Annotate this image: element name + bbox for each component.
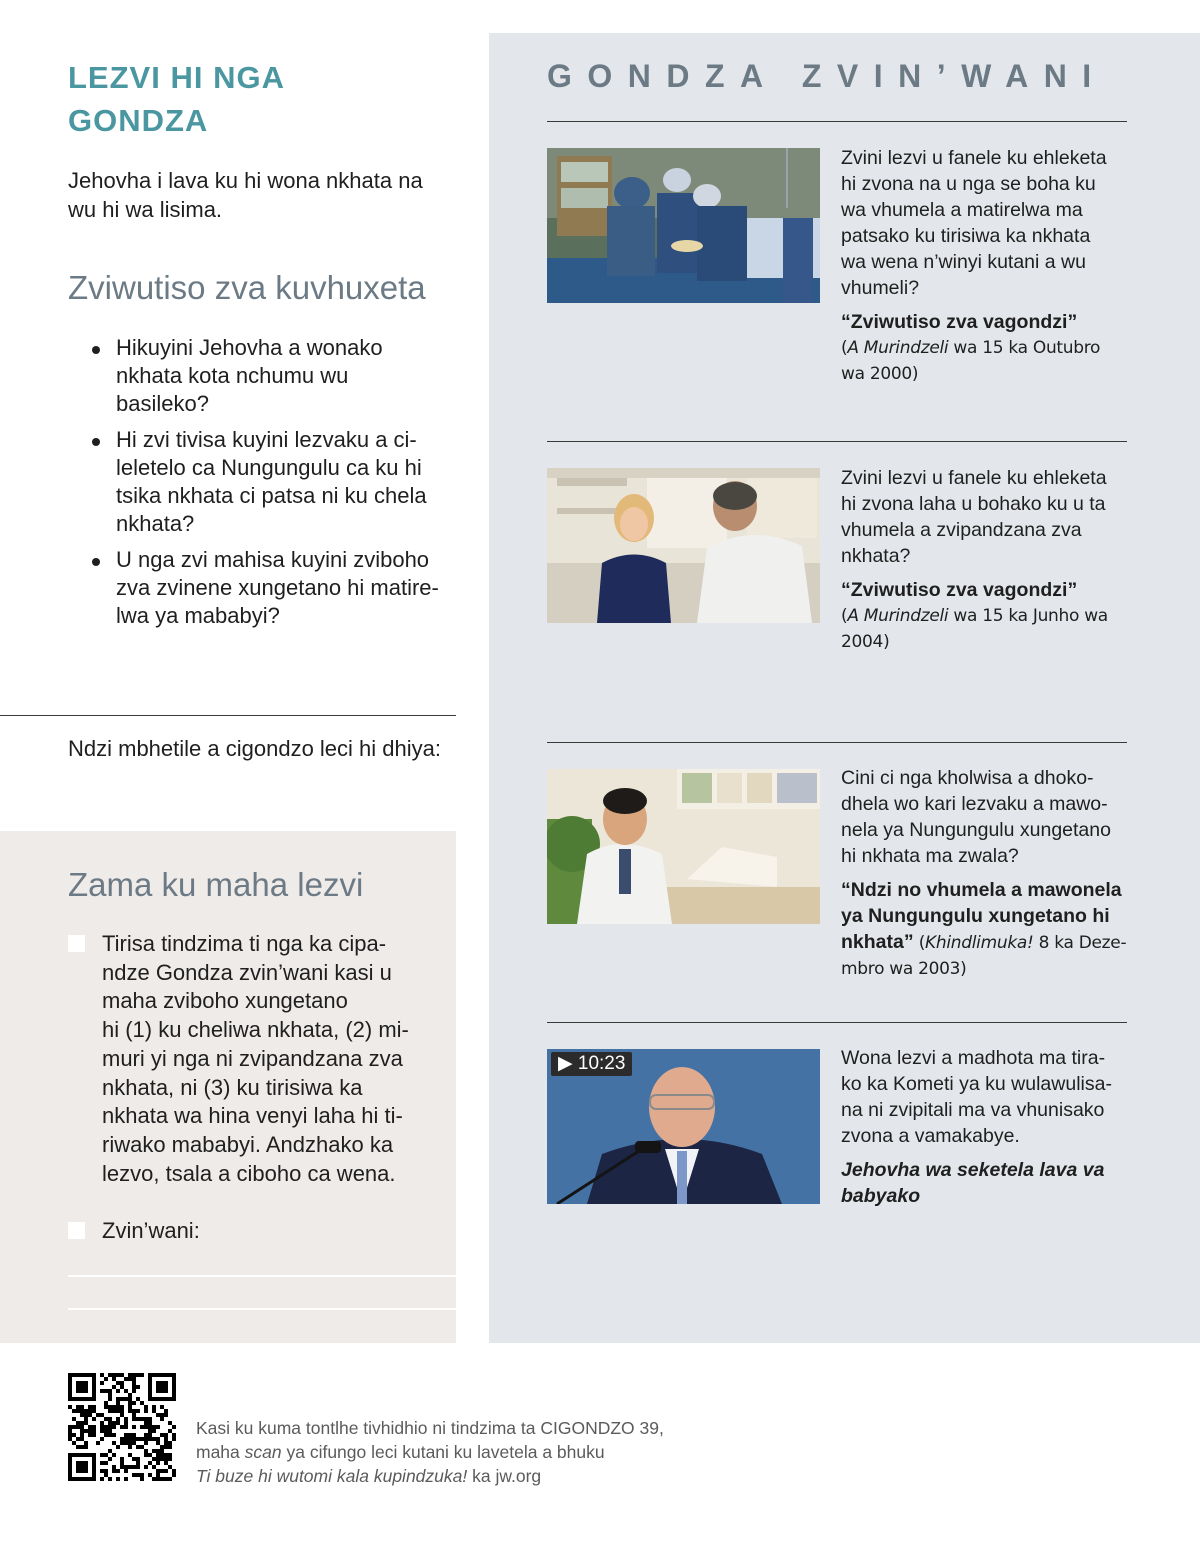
video-link[interactable]: Jehovha wa seketela lava va babyako [841,1159,1105,1207]
other-checkbox-item: Zvin’wani: [68,1217,438,1246]
smiling-doctor-photo[interactable] [547,769,820,924]
video-thumbnail[interactable] [547,1049,820,1204]
review-questions-list [92,334,458,630]
book-link[interactable]: Ti buze hi wutomi kala kupindzuka! [196,1466,468,1486]
resource-entry: Zvini lezvi u fanele ku ehleketa hi zvona na u nga se boha ku wa vhumela a matirelwa ma patsako ku tirisiwa ka nkhata wa wena n’winyi kutani a wu vhumeli? “Zviwutiso zva vagondzi” (A Murindzeli wa 15 ka Outubro wa 2000) [841,145,1131,387]
divider [547,121,1127,122]
checkbox[interactable] [68,1222,85,1239]
task-checkbox-item: Tirisa tindzima ti nga ka cipa- ndze Gondza zvin’wani kasi u maha zviboho xungetano hi (1) ku cheliwa nkhata, (2) mi- muri yi nga ni zvipandzana zva nkhata, ni (3) ku tirisiwa ka nkhata wa hina venyi laha hi ti- riwako mababyi. Andzhako ka lezvo, tsala a ciboho ca wena. [68,930,438,1188]
divider [547,1022,1127,1023]
bullet-icon [92,346,100,354]
list-item: Hi zvi tivisa kuyini lezvaku a ci- leletelo ca Nungungulu ca ku hi tsika nkhata ci patsa ni ku chela nkhata? [92,426,458,538]
lesson-summary [68,56,458,638]
list-item: Hikuyini Jehovha a wonako nkhata kota nchumu wu basileko? [92,334,458,418]
try-this-title: Zama ku maha lezvi [68,866,364,903]
list-item: U nga zvi mahisa kuyini zviboho zva zvinene xungetano hi matire- lwa ya mababyi? [92,546,458,630]
article-source: nkhata” (Khindlimuka! 8 ka Deze- [841,931,1127,953]
doctor-consultation-photo[interactable] [547,468,820,623]
summary-heading: LEZVI HI NGA GONDZA [68,60,285,138]
doctor-image [547,769,820,924]
write-line [68,1308,456,1310]
write-line [68,1275,456,1277]
resource-entry: Cini ci nga kholwisa a dhoko- dhela wo kari lezvaku a mawo- nela ya Nungungulu xungetano hi nkhata ma zwala? “Ndzi no vhumela a mawonela ya Nungungulu xungetano hi nkhata” (Khindlimuka! 8 ka Deze- mbro wa 2003) [841,765,1131,982]
article-link[interactable]: “Zviwutiso zva vagondzi” [841,311,1078,333]
surgery-photo[interactable] [547,148,820,303]
article-link[interactable]: “Ndzi no vhumela a mawonela ya Nungungulu xungetano hi [841,879,1122,927]
consultation-image [547,468,820,623]
surgery-image [547,148,820,303]
qr-code-icon[interactable] [68,1373,176,1481]
footer-note: Kasi ku kuma tontlhe tivhidhio ni tindzima ta CIGONDZO 39, maha scan ya cifungo leci kutani ku lavetela a bhuku Ti buze hi wutomi kala kupindzuka! ka jw.org [196,1418,664,1486]
completed-date-label: Ndzi mbhetile a cigondzo leci hi dhiya: [68,736,441,761]
review-questions-title: Zviwutiso zva kuvhuxeta [68,269,426,306]
bullet-icon [92,438,100,446]
article-source: (A Murindzeli wa 15 ka Outubro [841,338,1101,358]
bullet-icon [92,558,100,566]
divider [547,742,1127,743]
checkbox[interactable] [68,935,85,952]
article-source: (A Murindzeli wa 15 ka Junho wa [841,606,1108,626]
divider [0,715,456,716]
divider [547,441,1127,442]
video-duration-badge: ▶ 10:23 [551,1052,632,1076]
resource-entry: Zvini lezvi u fanele ku ehleketa hi zvona laha u bohako ku u ta vhumela a zvipandzana zva nkhata? “Zviwutiso zva vagondzi” (A Murindzeli wa 15 ka Junho wa 2004) [841,465,1131,655]
resource-entry: Wona lezvi a madhota ma tira- ko ka Kometi ya ku wulawulisa- na ni zvipitali ma va vhunisako zvona a vamakabye. Jehovha wa seketela lava va babyako [841,1045,1131,1209]
learn-more-title: GONDZA ZVIN’WANI [547,58,1107,94]
article-link[interactable]: “Zviwutiso zva vagondzi” [841,579,1078,601]
qr-code-graphic [68,1373,176,1481]
summary-intro: Jehovha i lava ku hi wona nkhata na wu hi wa lisima. [68,168,423,222]
